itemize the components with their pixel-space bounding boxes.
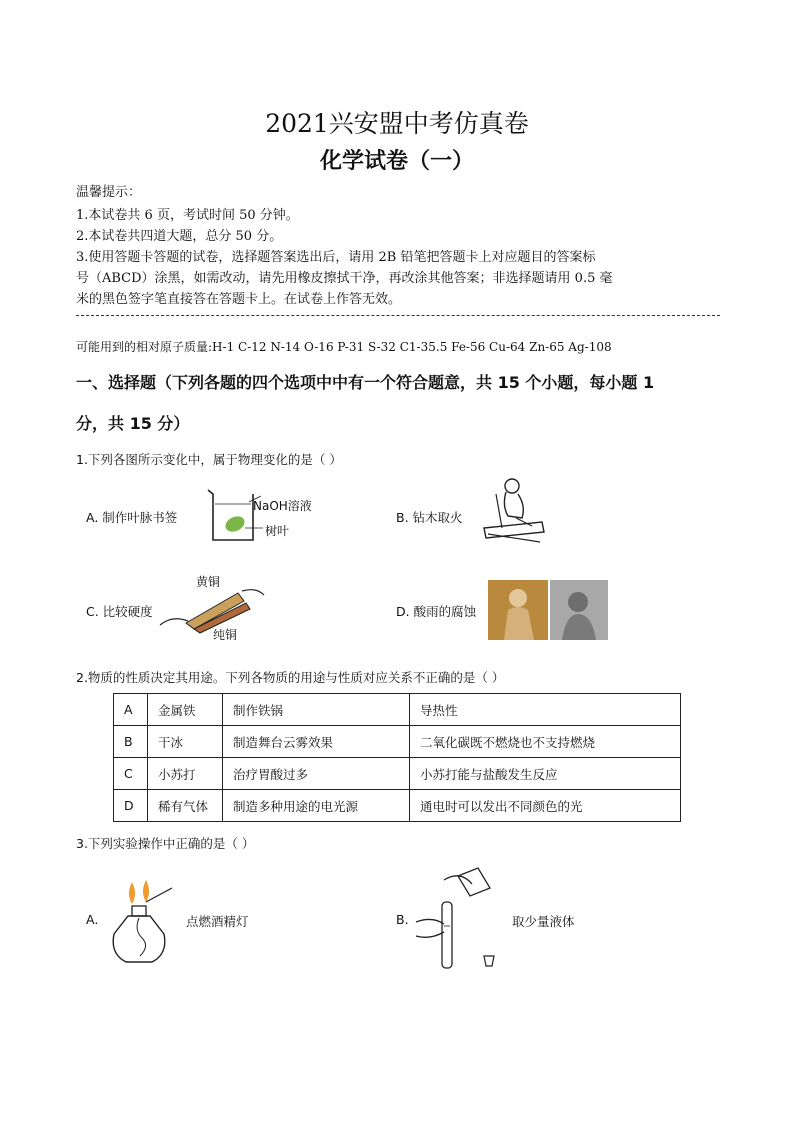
table-row	[114, 694, 681, 726]
q3-option-b-letter: B.	[396, 912, 409, 927]
tips-line: 3.使用答题卡答题的试卷，选择题答案选出后，请用 2B 铅笔把答题卡上对应题目的答案标	[76, 250, 596, 265]
drilling-fire-illustration	[476, 472, 548, 546]
table-row	[114, 790, 681, 822]
table-cell: 治疗胃酸过多	[223, 758, 410, 790]
table-cell: 小苏打	[148, 758, 223, 790]
tips-line: 2.本试卷共四道大题，总分 50 分。	[76, 229, 283, 244]
q3-option-a-text: 点燃酒精灯	[186, 914, 249, 929]
table-cell: 小苏打能与盐酸发生反应	[410, 758, 681, 790]
pure-copper-label: 纯铜	[213, 628, 238, 642]
tips-heading: 温馨提示：	[76, 185, 142, 200]
q1-option-a: A. 制作叶脉书签	[86, 510, 178, 525]
table-cell: 金属铁	[148, 694, 223, 726]
q3-option-a-letter: A.	[86, 912, 99, 927]
table-cell: B	[114, 726, 148, 758]
question-3-stem: 3.下列实验操作中正确的是（ ）	[76, 836, 255, 851]
table-row	[114, 758, 681, 790]
pour-liquid-illustration	[414, 866, 504, 974]
q1-option-b: B. 钻木取火	[396, 510, 463, 525]
atomic-masses: 可能用到的相对原子质量:H-1 C-12 N-14 O-16 P-31 S-32 C1-35.5 Fe-56 Cu-64 Zn-65 Ag-108	[76, 340, 612, 354]
q3-option-b-text: 取少量液体	[512, 914, 575, 929]
q1-option-d: D. 酸雨的腐蚀	[396, 604, 477, 619]
section-heading: 一、选择题（下列各题的四个选项中中有一个符合题意，共 15 个小题，每小题 1	[76, 373, 655, 392]
alcohol-lamp-illustration	[106, 876, 176, 968]
table-cell: D	[114, 790, 148, 822]
brass-label: 黄铜	[196, 575, 221, 589]
dashed-divider	[76, 315, 720, 316]
table-cell: 稀有气体	[148, 790, 223, 822]
exam-title: 2021兴安盟中考仿真卷	[265, 109, 529, 138]
exam-subtitle: 化学试卷（一）	[319, 149, 474, 174]
tips-line: 号（ABCD）涂黑，如需改动，请先用橡皮擦拭干净，再改涂其他答案；非选择题请用 0.5 毫	[76, 271, 613, 286]
table-cell: 制作铁锅	[223, 694, 410, 726]
q1-option-c: C. 比较硬度	[86, 604, 153, 619]
table-cell: 通电时可以发出不同颜色的光	[410, 790, 681, 822]
table-cell: 制造舞台云雾效果	[223, 726, 410, 758]
section-heading-cont: 分，共 15 分）	[76, 414, 190, 433]
naoh-label: NaOH溶液	[253, 499, 312, 513]
question-1-stem: 1.下列各图所示变化中，属于物理变化的是（ ）	[76, 452, 342, 467]
table-cell: 二氧化碳既不燃烧也不支持燃烧	[410, 726, 681, 758]
table-cell: A	[114, 694, 148, 726]
table-row	[114, 726, 681, 758]
table-cell: 干冰	[148, 726, 223, 758]
tips-line: 1.本试卷共 6 页，考试时间 50 分钟。	[76, 208, 299, 223]
question-2-stem: 2.物质的性质决定其用途。下列各物质的用途与性质对应关系不正确的是（ ）	[76, 670, 505, 685]
question-2-table	[113, 693, 681, 822]
table-cell: 导热性	[410, 694, 681, 726]
table-cell: C	[114, 758, 148, 790]
acid-rain-statue-images	[488, 580, 608, 640]
table-cell: 制造多种用途的电光源	[223, 790, 410, 822]
tips-line: 米的黑色签字笔直接答在答题卡上。在试卷上作答无效。	[76, 292, 402, 307]
leaf-label: 树叶	[265, 524, 290, 538]
